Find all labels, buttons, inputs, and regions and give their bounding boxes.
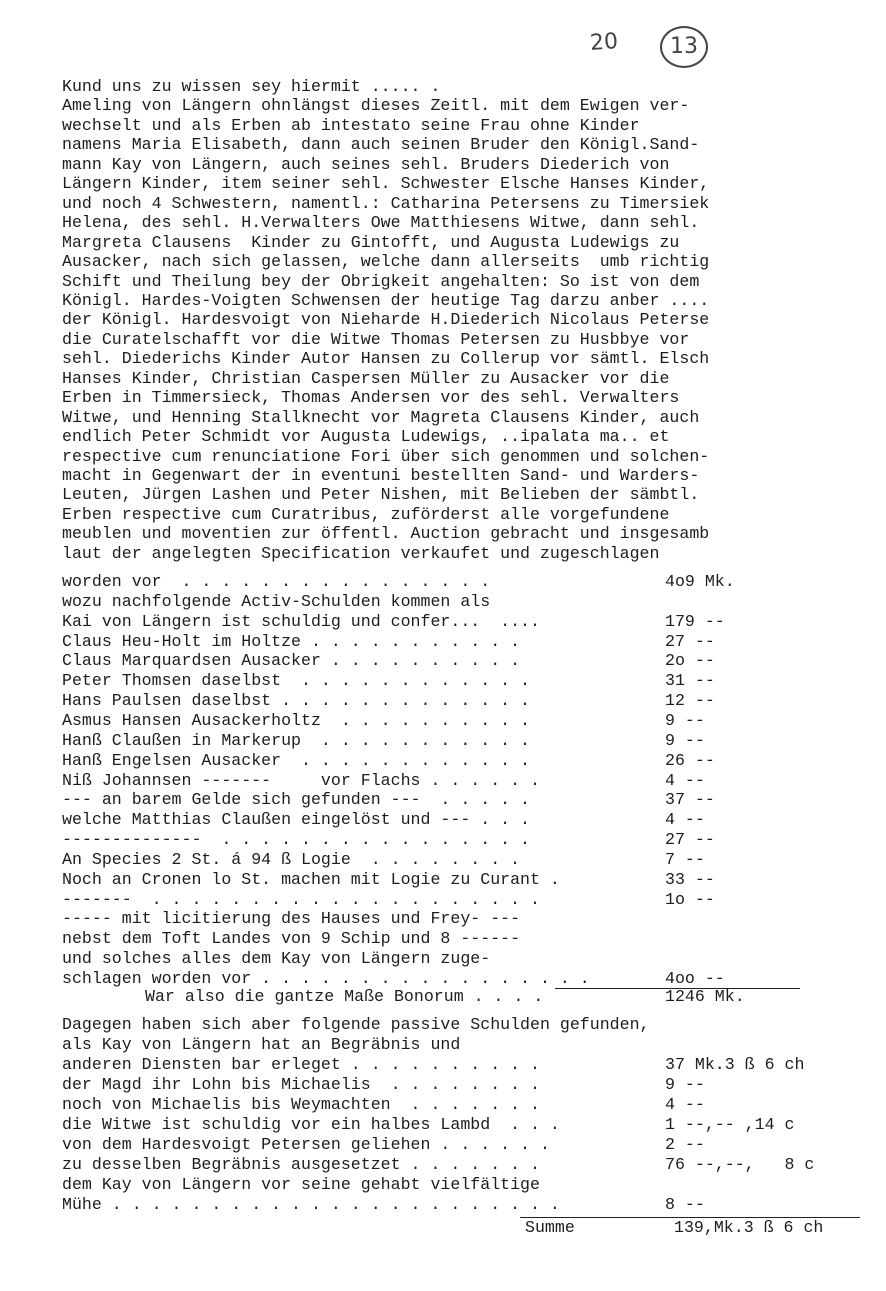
text-line: Schift und Theilung bey der Obrigkeit angehalten: So ist von dem	[62, 271, 700, 291]
text-line: Witwe, und Henning Stallknecht vor Magreta Clausens Kinder, auch	[62, 407, 700, 427]
entry-text: Claus Marquardsen Ausacker . . . . . . . . . .	[62, 651, 521, 671]
text-line: Ausacker, nach sich gelassen, welche dann allerseits umb richtig	[62, 252, 710, 272]
circled-page-number: 13	[660, 26, 708, 68]
text-line: Königl. Hardes-Voigten Schwensen der heutige Tag darzu anber ....	[62, 290, 710, 310]
text-line: wechselt und als Erben ab intestato seine Frau ohne Kinder	[62, 115, 640, 135]
active-total-label: War also die gantze Maße Bonorum . . . .	[145, 987, 544, 1006]
text-line: meublen und moventien zur öffentl. Auction gebracht und insgesamb	[62, 524, 710, 544]
entry-amount: 37 Mk.3 ß 6 ch	[665, 1055, 805, 1074]
text-line: macht in Gegenwart der in eventuni bestellten Sand- und Warders-	[62, 466, 700, 485]
entry-text: Hanß Engelsen Ausacker . . . . . . . . . . . .	[62, 750, 531, 770]
entry-text: schlagen worden vor . . . . . . . . . . . . . . . . .	[62, 969, 590, 988]
entry-text: anderen Diensten bar erleget . . . . . . . . . .	[62, 1055, 540, 1074]
entry-text: Peter Thomsen daselbst . . . . . . . . . . . .	[62, 671, 531, 691]
entry-text: noch von Michaelis bis Weymachten . . . . . . .	[62, 1095, 540, 1114]
entry-text: und solches alles dem Kay von Längern zuge-	[62, 949, 491, 969]
entry-text: von dem Hardesvoigt Petersen geliehen . . . . . .	[62, 1135, 550, 1154]
entry-amount: 2o --	[665, 651, 715, 671]
entry-text: Noch an Cronen lo St. machen mit Logie zu Curant .	[62, 869, 560, 889]
entry-text: --- an barem Gelde sich gefunden --- . . . . .	[62, 790, 531, 810]
entry-text: Dagegen haben sich aber folgende passive Schulden gefunden,	[62, 1015, 650, 1034]
entry-amount: 26 --	[665, 750, 715, 770]
entry-text: Claus Heu-Holt im Holtze . . . . . . . . . . .	[62, 631, 521, 651]
entry-amount: 4o9 Mk.	[665, 572, 735, 591]
text-line: Ameling von Längern ohnlängst dieses Zeitl. mit dem Ewigen ver-	[62, 96, 690, 116]
entry-text: nebst dem Toft Landes von 9 Schip und 8 ------	[62, 929, 521, 949]
text-line: Erben in Timmersieck, Thomas Andersen vor des sehl. Verwalters	[62, 388, 680, 408]
entry-amount: 4 --	[665, 770, 705, 790]
text-line: Kund uns zu wissen sey hiermit ..... .	[62, 77, 441, 96]
entry-text: welche Matthias Claußen eingelöst und --- . . .	[62, 810, 531, 830]
text-line: respective cum renunciatione Fori über sich genommen und solchen-	[62, 446, 710, 466]
entry-text: dem Kay von Längern vor seine gehabt vielfältige	[62, 1175, 540, 1194]
text-line: Hanses Kinder, Christian Caspersen Müller zu Ausacker vor die	[62, 368, 670, 388]
text-line: Margreta Clausens Kinder zu Gintofft, und Augusta Ludewigs zu	[62, 232, 680, 252]
entry-text: ------- . . . . . . . . . . . . . . . . . . . .	[62, 889, 540, 909]
entry-amount: 1 --,-- ,14 c	[665, 1115, 795, 1134]
active-total-amount: 1246 Mk.	[665, 987, 745, 1006]
text-line: Erben respective cum Curatribus, zuförderst alle vorgefundene	[62, 504, 670, 524]
entry-amount: 37 --	[665, 790, 715, 810]
entry-amount: 12 --	[665, 691, 715, 711]
entry-amount: 179 --	[665, 611, 725, 631]
text-line: mann Kay von Längern, auch seines sehl. Bruders Diederich von	[62, 154, 670, 174]
entry-amount: 31 --	[665, 671, 715, 691]
entry-text: An Species 2 St. á 94 ß Logie . . . . . . . .	[62, 849, 521, 869]
entry-amount: 9 --	[665, 730, 705, 750]
entry-text: Hans Paulsen daselbst . . . . . . . . . . . . .	[62, 691, 531, 711]
entry-text: Mühe . . . . . . . . . . . . . . . . . . . . . . .	[62, 1195, 560, 1214]
entry-amount: 76 --,--, 8 c	[665, 1155, 815, 1174]
entry-amount: 4 --	[665, 810, 705, 830]
text-line: Längern Kinder, item seiner sehl. Schwester Elsche Hanses Kinder,	[62, 174, 710, 194]
entry-amount: 27 --	[665, 631, 715, 651]
entry-amount: 7 --	[665, 849, 705, 869]
passive-total-label: Summe	[525, 1218, 575, 1237]
entry-text: der Magd ihr Lohn bis Michaelis . . . . . . . .	[62, 1075, 540, 1094]
entry-amount: 33 --	[665, 869, 715, 889]
text-line: und noch 4 Schwestern, namentl.: Catharina Petersens zu Timersiek	[62, 193, 710, 213]
text-line: endlich Peter Schmidt vor Augusta Ludewigs, ..ipalata ma.. et	[62, 427, 670, 447]
entry-amount: 1o --	[665, 889, 715, 909]
entry-text: wozu nachfolgende Activ-Schulden kommen als	[62, 591, 491, 611]
handwritten-page-number: 20	[589, 29, 619, 56]
entry-text: Niß Johannsen ------- vor Flachs . . . . . .	[62, 770, 540, 790]
entry-amount: 4 --	[665, 1095, 705, 1114]
entry-text: Hanß Claußen in Markerup . . . . . . . . . . .	[62, 730, 531, 750]
entry-text: -------------- . . . . . . . . . . . . . . . .	[62, 830, 531, 850]
entry-text: Asmus Hansen Ausackerholtz . . . . . . . . . .	[62, 710, 531, 730]
entry-amount: 27 --	[665, 830, 715, 850]
entry-amount: 8 --	[665, 1195, 705, 1214]
entry-amount: 9 --	[665, 1075, 705, 1094]
entry-text: als Kay von Längern hat an Begräbnis und	[62, 1035, 461, 1054]
text-line: sehl. Diederichs Kinder Autor Hansen zu Collerup vor sämtl. Elsch	[62, 349, 710, 369]
text-line: namens Maria Elisabeth, dann auch seinen Bruder den Königl.Sand-	[62, 135, 700, 155]
entry-amount: 4oo --	[665, 969, 725, 988]
text-line: Leuten, Jürgen Lashen und Peter Nishen, mit Belieben der sämbtl.	[62, 485, 700, 505]
entry-text: zu desselben Begräbnis ausgesetzet . . . . . . .	[62, 1155, 540, 1174]
entry-amount: 2 --	[665, 1135, 705, 1154]
text-line: die Curatelschafft vor die Witwe Thomas Petersen zu Husbbye vor	[62, 329, 690, 349]
text-line: laut der angelegten Specification verkaufet und zugeschlagen	[62, 543, 660, 563]
passive-total-amount: 139,Mk.3 ß 6 ch	[674, 1218, 824, 1237]
entry-text: worden vor . . . . . . . . . . . . . . . .	[62, 572, 491, 591]
text-line: der Königl. Hardesvoigt von Nieharde H.Diederich Nicolaus Peterse	[62, 310, 710, 330]
entry-amount: 9 --	[665, 710, 705, 730]
text-line: Helena, des sehl. H.Verwalters Owe Matthiesens Witwe, dann sehl.	[62, 213, 700, 233]
entry-text: ----- mit licitierung des Hauses und Frey- ---	[62, 909, 521, 929]
entry-text: Kai von Längern ist schuldig und confer... ....	[62, 611, 540, 631]
entry-text: die Witwe ist schuldig vor ein halbes Lambd . . .	[62, 1115, 560, 1134]
